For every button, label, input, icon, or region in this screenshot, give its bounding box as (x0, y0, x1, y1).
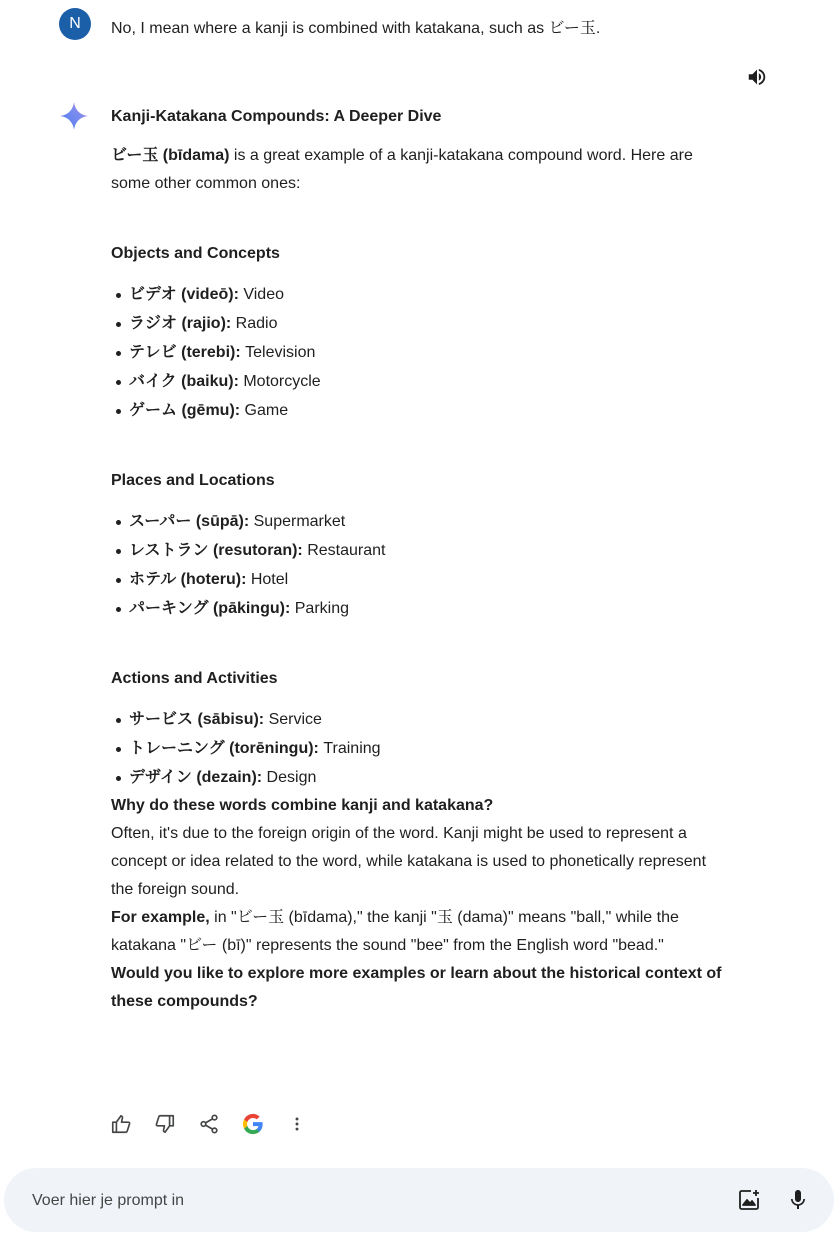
list-item-meaning: Hotel (246, 571, 289, 588)
example-paragraph (111, 904, 731, 960)
list-item (111, 396, 731, 425)
prompt-input[interactable] (30, 1188, 654, 1214)
list-item-meaning: Restaurant (302, 542, 386, 559)
prompt-bar (4, 1168, 834, 1232)
list-item (111, 280, 731, 309)
section-list (111, 507, 731, 623)
example-text: in "ビー玉 (bīdama)," the kanji "玉 (dama)" means "ball," while the katakana "ビー (bī)" represents the sound "bee" from the English word "bead." (111, 909, 679, 954)
section-list (111, 280, 731, 425)
list-item-meaning: Parking (290, 600, 349, 617)
list-item (111, 338, 731, 367)
list-item-meaning: Training (318, 740, 381, 757)
list-item-term: サービス (sābisu): (129, 711, 265, 728)
list-item-meaning: Motorcycle (238, 373, 321, 390)
response-actions (109, 1112, 329, 1136)
speaker-icon[interactable] (746, 66, 768, 88)
list-item (111, 763, 731, 792)
share-icon[interactable] (197, 1112, 221, 1136)
list-item-meaning: Television (240, 344, 316, 361)
list-item (111, 309, 731, 338)
section-heading: Places and Locations (111, 472, 275, 489)
section-heading: Objects and Concepts (111, 245, 280, 262)
list-item (111, 734, 731, 763)
list-item-term: レストラン (resutoran): (129, 542, 303, 559)
explanation-text: Often, it's due to the foreign origin of the word. Kanji might be used to represent a concept or idea related to the word, while katakana is used to phonetically represent the foreign sound. (111, 825, 707, 898)
response-intro (111, 142, 731, 198)
user-message-text: No, I mean where a kanji is combined with katakana, such as ビー玉. (111, 20, 601, 37)
list-item-meaning: Service (264, 711, 322, 728)
list-item (111, 507, 731, 536)
assistant-response (111, 104, 731, 1016)
section-heading: Actions and Activities (111, 670, 278, 687)
list-item-term: パーキング (pākingu): (129, 600, 291, 617)
question-heading: Why do these words combine kanji and katakana? (111, 797, 494, 814)
list-item (111, 594, 731, 623)
list-item (111, 565, 731, 594)
more-vert-icon[interactable] (285, 1112, 309, 1136)
list-item-term: トレーニング (torēningu): (129, 740, 319, 757)
avatar[interactable]: N (59, 8, 91, 40)
user-message (59, 8, 816, 42)
sparkle-icon (58, 100, 90, 132)
list-item (111, 536, 731, 565)
list-item-meaning: Game (240, 402, 289, 419)
intro-text: is a great example of a kanji-katakana compound word. Here are some other common ones: (111, 147, 693, 192)
list-item-term: ゲーム (gēmu): (129, 402, 241, 419)
list-item-term: ビデオ (videō): (129, 286, 239, 303)
list-item-meaning: Radio (231, 315, 278, 332)
list-item-term: ホテル (hoteru): (129, 571, 247, 588)
add-image-icon[interactable] (737, 1188, 761, 1212)
intro-term: ビー玉 (bīdama) (111, 147, 230, 164)
list-item-term: デザイン (dezain): (129, 769, 263, 786)
google-icon[interactable] (241, 1112, 265, 1136)
list-item-meaning: Supermarket (249, 513, 346, 530)
list-item-term: テレビ (terebi): (129, 344, 241, 361)
list-item-term: スーパー (sūpā): (129, 513, 250, 530)
list-item-meaning: Design (262, 769, 317, 786)
sections (111, 240, 731, 792)
section-list (111, 705, 731, 792)
list-item-term: バイク (baiku): (129, 373, 239, 390)
closing-question: Would you like to explore more examples or learn about the historical context of these compounds? (111, 965, 722, 1010)
example-label: For example, (111, 909, 210, 926)
list-item-meaning: Video (238, 286, 284, 303)
thumbs-down-icon[interactable] (153, 1112, 177, 1136)
thumbs-up-icon[interactable] (109, 1112, 133, 1136)
list-item (111, 367, 731, 396)
response-title: Kanji-Katakana Compounds: A Deeper Dive (111, 108, 442, 125)
list-item (111, 705, 731, 734)
mic-icon[interactable] (786, 1188, 810, 1212)
list-item-term: ラジオ (rajio): (129, 315, 232, 332)
